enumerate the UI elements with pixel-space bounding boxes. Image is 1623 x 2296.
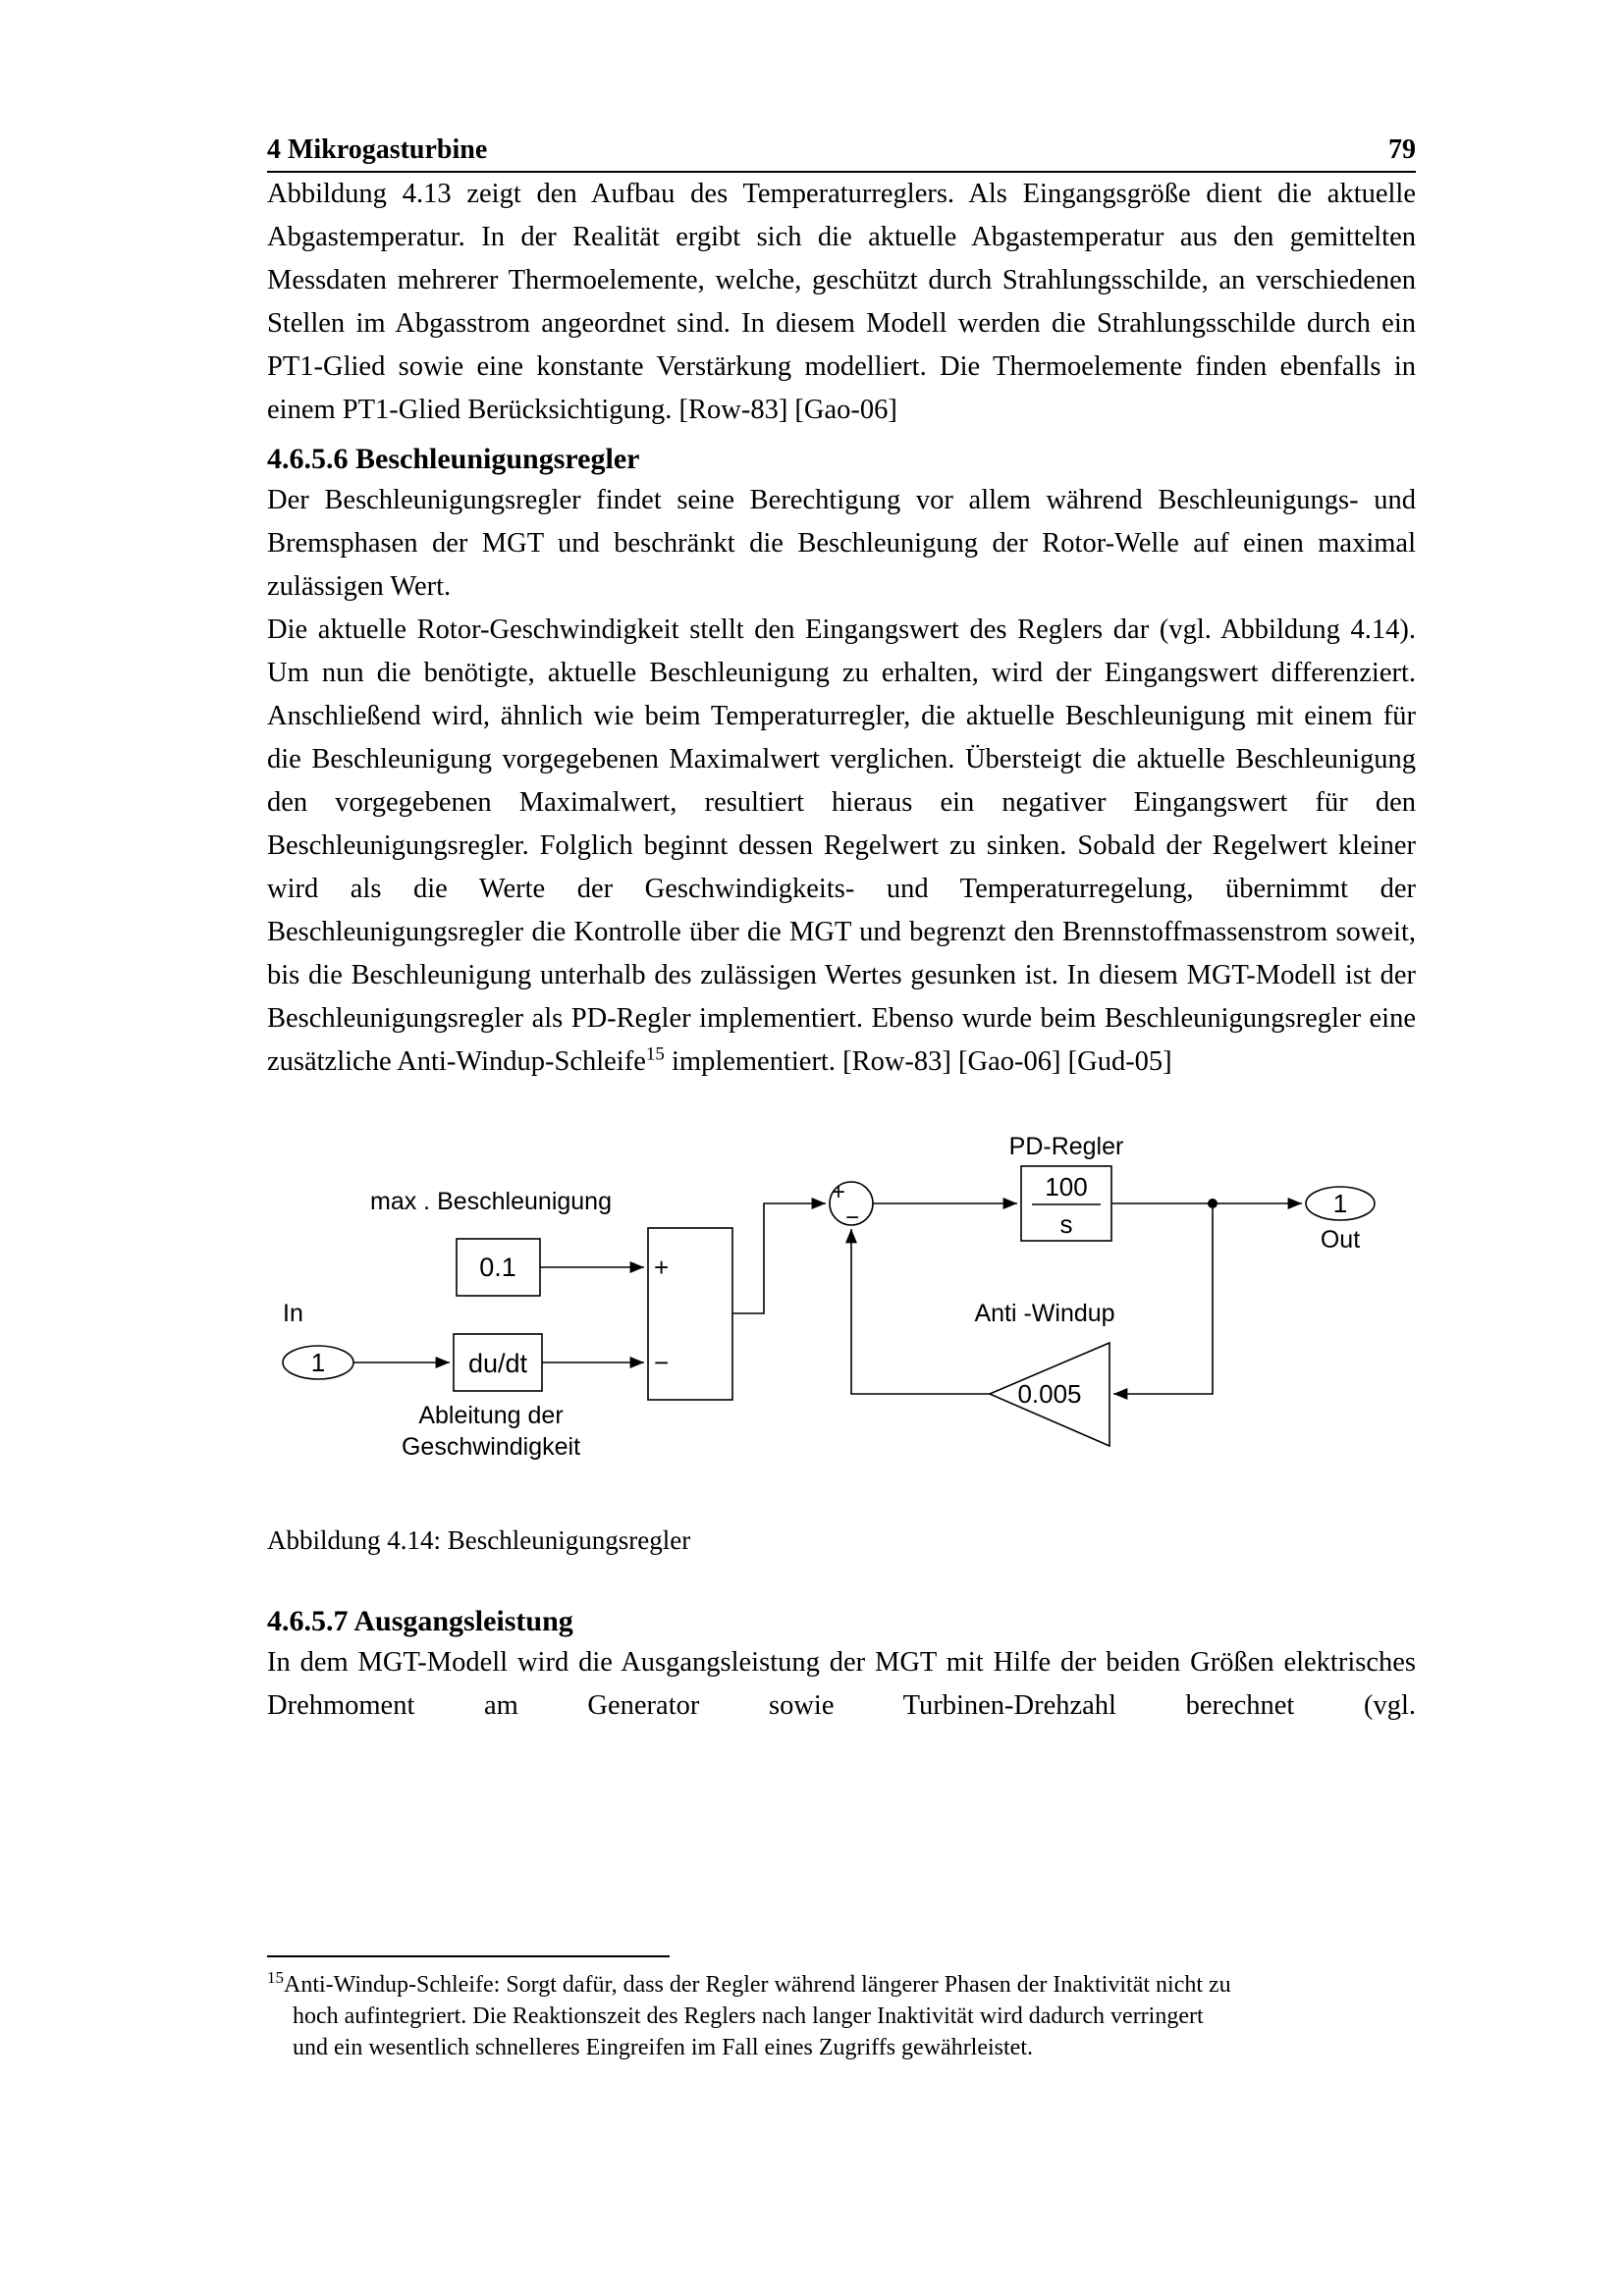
paragraph-text-before-footnote-ref: Die aktuelle Rotor-Geschwindigkeit stellt den Eingangswert des Reglers dar (vgl. Abbildung 4.14). Um nun die benötigte, aktuelle Beschleunigung zu erhalten, wird der Eingangswert differenziert. Anschließend wird, ähnlich wie beim Temperaturregler, die aktuelle Beschleunigung mit einem für die Beschleunigung vorgegebenen Maximalwert verglichen. Übersteigt die aktuelle Beschleunigung den vorgegebenen Maximalwert, resultiert hieraus ein negativer Eingangswert für den Beschleunigungsregler. Folglich beginnt dessen Regelwert zu sinken. Sobald der Regelwert kleiner wird als die Werte der Geschwindigkeits- und Temperaturregelung, übernimmt der Beschleunigungsregler die Kontrolle über die MGT und begrenzt den Brennstoffmassenstrom soweit, bis die Beschleunigung unterhalb des zulässigen Wertes gesunken ist. In diesem MGT-Modell ist der Beschleunigungsregler als PD-Regler implementiert. Ebenso wurde beim Beschleunigungsregler eine zusätzliche Anti-Windup-Schleife [267,614,1416,1077]
anti-windup-gain-value: 0.005 [1017,1379,1082,1409]
branch-dot [1208,1199,1217,1208]
footnotes-area [267,1955,1239,2063]
anti-windup-label: Anti -Windup [974,1300,1115,1327]
figure-caption: Abbildung 4.14: Beschleunigungsregler [267,1525,691,1555]
running-head: 4 Mikrogasturbine [267,134,488,165]
derivative-caption-line2: Geschwindigkeit [401,1433,581,1461]
simulink-diagram-canvas [267,1135,1416,1478]
footnote-15 [267,1969,1239,2063]
paragraph-temperaturregler: Abbildung 4.13 zeigt den Aufbau des Temperaturreglers. Als Eingangsgröße dient die aktuelle Abgastemperatur. In der Realität ergibt sich die aktuelle Abgastemperatur aus den gemittelten Messdaten mehrerer Thermoelemente, welche, geschützt durch Strahlungsschilde, an verschiedenen Stellen im Abgasstrom angeordnet sind. In diesem Modell werden die Strahlungsschilde durch ein PT1-Glied sowie eine konstante Verstärkung modelliert. Die Thermoelemente finden ebenfalls in einem PT1-Glied Berücksichtigung. [Row-83] [Gao-06] [267,179,1416,425]
paragraph-ausgangsleistung: In dem MGT-Modell wird die Ausgangsleistung der MGT mit Hilfe der beiden Größen elektrisches Drehmoment am Generator sowie Turbinen-Drehzahl berechnet (vgl. [267,1647,1416,1721]
paragraph-beschleunigungsregler-2 [267,609,1416,1084]
junction-minus-sign: − [845,1204,860,1231]
paragraph-beschleunigungsregler-1: Der Beschleunigungsregler findet seine Berechtigung vor allem während Beschleunigungs- und Bremsphasen der MGT und beschränkt die Beschleunigung der Rotor-Welle auf einen maximal zulässigen Wert. [267,485,1416,602]
pd-numerator: 100 [1045,1172,1088,1201]
derivative-block-label: du/dt [467,1349,528,1378]
page-header [267,135,1416,173]
pd-regler-label: PD-Regler [1008,1135,1124,1160]
in-label: In [283,1300,303,1327]
footnote-rule [267,1955,670,1957]
page-column [267,0,1416,2060]
junction-plus-sign: + [832,1179,846,1205]
derivative-caption-line1: Ableitung der [418,1402,564,1429]
pd-denominator: s [1059,1209,1073,1239]
footnote-ref-15: 15 [645,1043,665,1065]
wire-antiwindup-to-junction [851,1229,990,1394]
wire-sum-to-junction [732,1203,826,1313]
out-label: Out [1320,1226,1361,1254]
figure-4-14-block-diagram [267,1135,1416,1478]
paragraph-text-after-footnote-ref: implementiert. [Row-83] [Gao-06] [Gud-05] [664,1046,1172,1077]
sum-plus-sign: + [654,1253,670,1282]
in-port-number: 1 [310,1348,326,1377]
out-port-number: 1 [1332,1189,1348,1218]
footnote-marker: 15 [267,1968,284,1987]
wire-branch-to-antiwindup [1113,1203,1213,1394]
constant-value: 0.1 [479,1253,516,1282]
heading-ausgangsleistung: 4.6.5.7 Ausgangsleistung [267,1605,573,1637]
sum-minus-sign: − [654,1348,670,1377]
max-beschleunigung-label: max . Beschleunigung [370,1188,612,1215]
heading-beschleunigungsregler: 4.6.5.6 Beschleunigungsregler [267,443,640,475]
footnote-text: Anti-Windup-Schleife: Sorgt dafür, dass der Regler während längerer Phasen der Inaktivität nicht zu hoch aufintegriert. Die Reaktionszeit des Reglers nach langer Inaktivität wird dadurch verringert und ein wesentlich schnelleres Eingreifen im Fall eines Zugriffs gewährleistet. [284,1972,1231,2060]
page-number: 79 [1388,134,1416,165]
